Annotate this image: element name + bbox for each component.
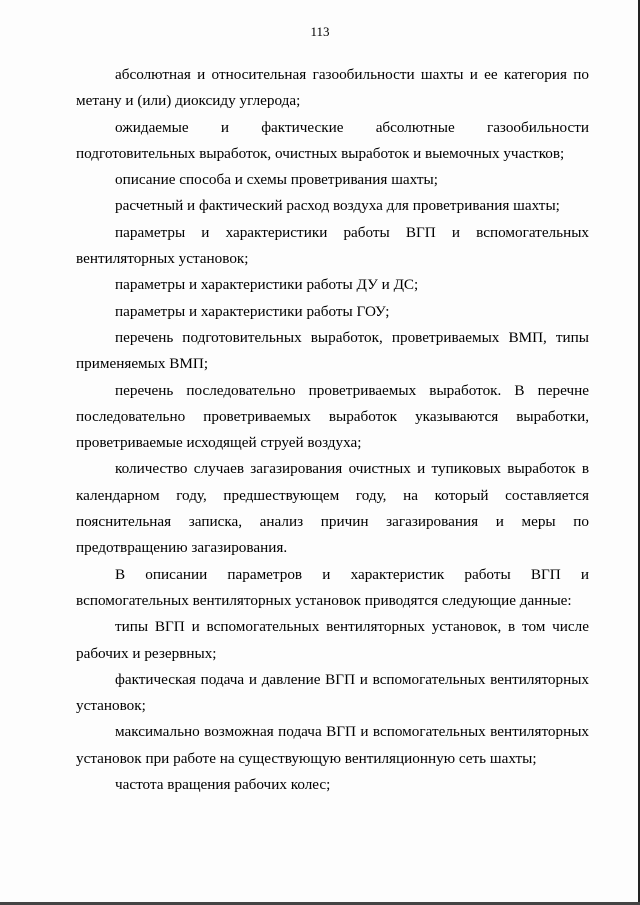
paragraph: максимально возможная подача ВГП и вспомогательных вентиляторных установок при работе на существующую вентиляционную сеть шахты; xyxy=(76,723,589,767)
paragraph: количество случаев загазирования очистных и тупиковых выработок в календарном году, предшествующем году, на который составляется пояснительная записка, анализ причин загазирования и меры по предотвращению загазирования. xyxy=(76,460,589,557)
paragraph: расчетный и фактический расход воздуха для проветривания шахты; xyxy=(115,197,560,215)
paragraph: фактическая подача и давление ВГП и вспомогательных вентиляторных установок; xyxy=(76,670,589,715)
paragraph: параметры и характеристики работы ДУ и ДС; xyxy=(115,276,419,294)
body-text xyxy=(76,62,589,798)
paragraph: параметры и характеристики работы ГОУ; xyxy=(115,302,390,320)
paragraph: перечень подготовительных выработок, проветриваемых ВМП, типы применяемых ВМП; xyxy=(76,328,589,373)
paragraph: описание способа и схемы проветривания шахты; xyxy=(115,171,438,189)
paragraph: ожидаемые и фактические абсолютные газообильности подготовительных выработок, очистных выработок и выемочных участков; xyxy=(76,118,589,162)
paragraph: перечень последовательно проветриваемых выработок. В перечне последовательно проветриваемых выработок указываются выработки, проветриваемые исходящей струей воздуха; xyxy=(76,381,589,452)
page-number: 113 xyxy=(310,24,330,39)
paragraph: параметры и характеристики работы ВГП и вспомогательных вентиляторных установок; xyxy=(76,223,589,268)
paragraph: типы ВГП и вспомогательных вентиляторных установок, в том числе рабочих и резервных; xyxy=(76,618,589,662)
paragraph: В описании параметров и характеристик работы ВГП и вспомогательных вентиляторных установок приводятся следующие данные: xyxy=(76,565,589,609)
paragraph: частота вращения рабочих колес; xyxy=(115,776,331,794)
paragraph: абсолютная и относительная газообильности шахты и ее категория по метану и (или) диоксиду углерода; xyxy=(76,66,589,110)
